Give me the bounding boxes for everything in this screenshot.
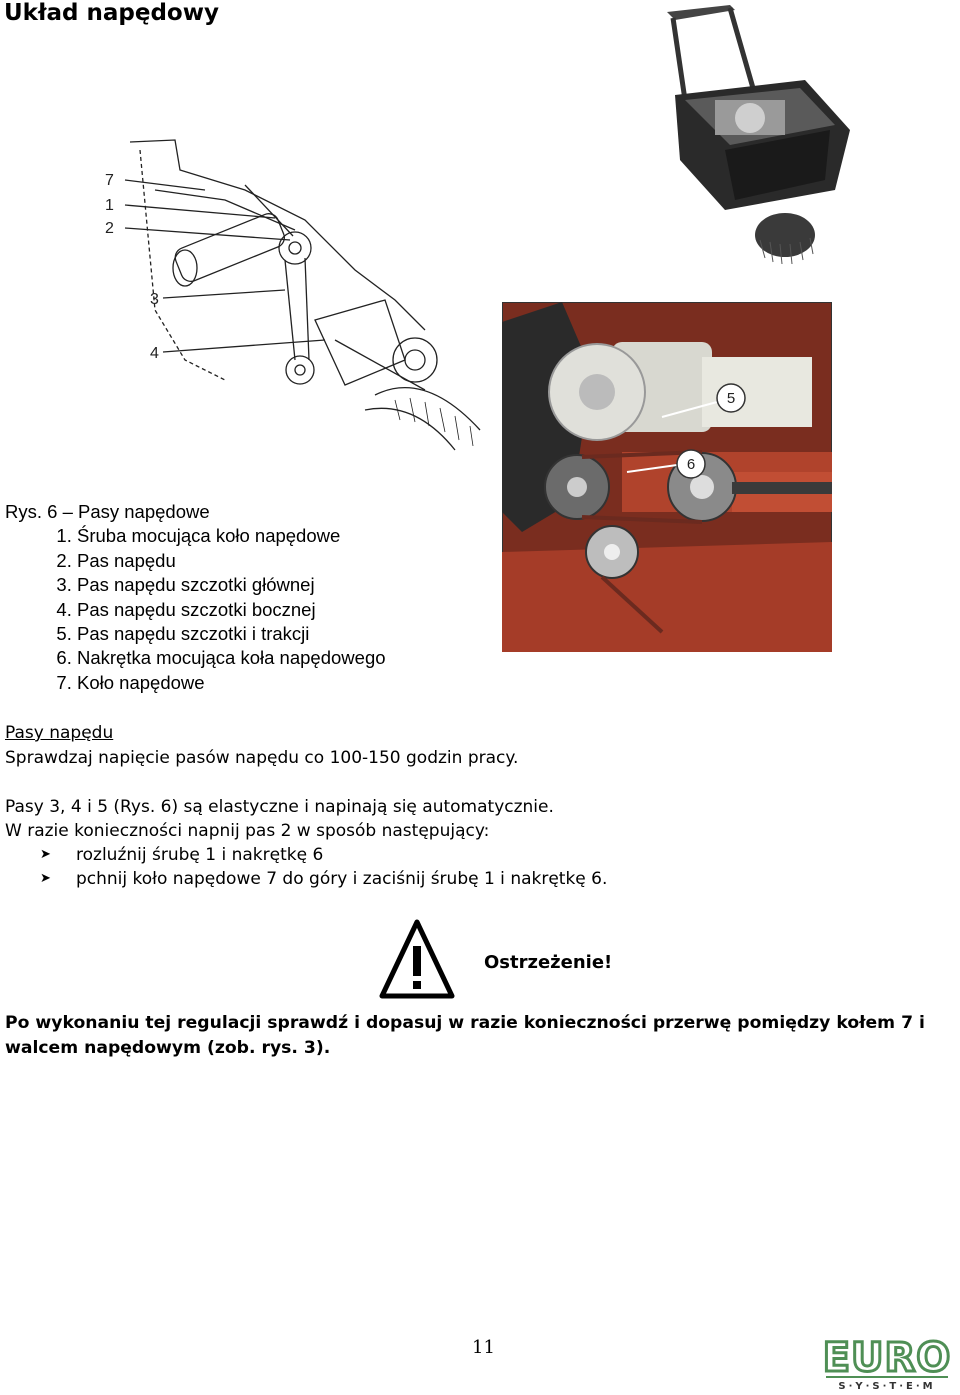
step-text: rozluźnij śrubę 1 i nakrętkę 6	[76, 845, 324, 865]
photo-callout-6: 6	[686, 456, 696, 473]
legend-item: 5. Pas napędu szczotki i trakcji	[77, 622, 386, 646]
legend-item: 1. Śruba mocująca koło napędowe	[77, 524, 386, 548]
logo-graphic	[822, 1333, 952, 1391]
page-number: 11	[472, 1337, 495, 1358]
diagram-callout-7: 7	[105, 172, 114, 189]
steps-list	[40, 843, 607, 892]
belt-photo	[502, 302, 832, 652]
sweeper-machine-image	[655, 0, 855, 268]
legend-item: 6. Nakrętka mocująca koła napędowego	[77, 646, 386, 670]
warning-triangle-icon	[378, 918, 456, 1000]
step-item	[40, 867, 607, 891]
legend-item: 4. Pas napędu szczotki bocznej	[77, 598, 386, 622]
arrow-bullet-icon: ➤	[40, 871, 51, 887]
section-title: Pasy napędu	[5, 723, 114, 743]
elastic-belts-text: Pasy 3, 4 i 5 (Rys. 6) są elastyczne i napinają się automatycznie.	[5, 797, 554, 817]
arrow-bullet-icon: ➤	[40, 847, 51, 862]
diagram-callout-1: 1	[105, 197, 114, 214]
belt-diagram	[95, 130, 490, 460]
legend-item: 2. Pas napędu	[77, 549, 386, 573]
euro-system-logo	[822, 1333, 952, 1391]
diagram-callout-3: 3	[150, 291, 159, 308]
figure-caption: Rys. 6 – Pasy napędowe	[5, 501, 210, 522]
check-interval-text: Sprawdzaj napięcie pasów napędu co 100-150 godzin pracy.	[5, 748, 519, 768]
legend-list	[5, 524, 386, 695]
logo-subword: S·Y·S·T·E·M	[838, 1381, 936, 1391]
page-title: Układ napędowy	[4, 0, 219, 26]
warning-title: Ostrzeżenie!	[484, 952, 613, 973]
photo-callout-5: 5	[726, 390, 736, 407]
diagram-callout-2: 2	[105, 220, 114, 237]
legend-item: 7. Koło napędowe	[77, 671, 386, 695]
logo-word: EURO	[822, 1335, 952, 1381]
step-item	[40, 843, 607, 867]
procedure-intro: W razie konieczności napnij pas 2 w sposób następujący:	[5, 821, 490, 841]
diagram-callout-4: 4	[150, 345, 159, 362]
warning-text: Po wykonaniu tej regulacji sprawdź i dopasuj w razie konieczności przerwę pomiędzy kołem 7 i walcem napędowym (zob. rys. 3).	[5, 1013, 925, 1058]
legend-item: 3. Pas napędu szczotki głównej	[77, 573, 386, 597]
figure-caption-block	[5, 500, 386, 695]
step-text: pchnij koło napędowe 7 do góry i zaciśnij śrubę 1 i nakrętkę 6.	[76, 869, 608, 890]
